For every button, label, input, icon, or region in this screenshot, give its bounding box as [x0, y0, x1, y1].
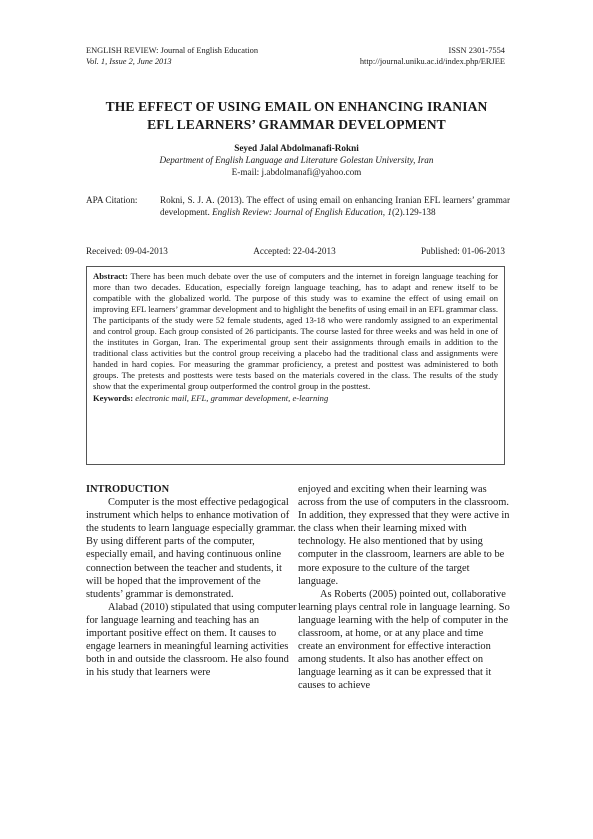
body-column-left — [86, 483, 298, 679]
author-block — [80, 142, 513, 178]
paragraph: As Roberts (2005) pointed out, collaborative learning plays central role in language learning. So language learning with the help of computer in the classroom, at home, or at any place and time create an environment for effective interaction among students. It also has another effect on language learning as it can be expressed that it causes to achieve — [298, 588, 510, 692]
journal-issn: ISSN 2301-7554 — [448, 46, 505, 55]
abstract-text: Abstract: There has been much debate over the use of computers and the internet in foreign language teaching for more than two decades. Education, especially foreign language teaching, has to adapt and renew itself to be compatible with the globalized world. The purpose of this study was to examine the effect of using email on improving EFL learners’ grammar development and to highlight the benefits of using email in an EFL grammar class. The participants of the study were 52 female students, aged 13-18 who were randomly assigned to an experimental and control group. Each group consisted of 26 participants. The course lasted for three weeks and was held in one of the institutes in Gorgan, Iran. The experimental group sent their assignments through emails in addition to the traditional class activities but the control group receiving a placebo had the traditional class and assignments were handed in hard copies. For measuring the grammar proficiency, a pretest and posttest was administered to both groups. The pretests and posttests were tests based on the materials covered in the class. The results of the study show that the experimental group outperformed the control group in the posttest. — [93, 271, 498, 392]
author-affiliation: Department of English Language and Literature Golestan University, Iran — [159, 155, 434, 165]
apa-citation — [86, 194, 510, 219]
citation-text: Rokni, S. J. A. (2013). The effect of using email on enhancing Iranian EFL learners’ grammar development. English Review: Journal of English Education, 1(2).129-138 — [160, 195, 510, 218]
running-header-left — [86, 45, 258, 67]
citation-label: APA Citation: — [86, 195, 138, 205]
journal-name: ENGLISH REVIEW: Journal of English Education — [86, 46, 259, 55]
running-header-right — [360, 45, 505, 67]
keywords: Keywords: electronic mail, EFL, grammar development, e-learning — [93, 392, 329, 403]
journal-issue: Vol. 1, Issue 2, June 2013 — [86, 57, 172, 66]
journal-url: http://journal.uniku.ac.id/index.php/ERJEE — [359, 57, 505, 66]
paper-title-line2: EFL LEARNERS’ GRAMMAR DEVELOPMENT — [147, 117, 446, 132]
author-name: Seyed Jalal Abdolmanafi-Rokni — [234, 143, 359, 153]
published-date: Published: 01-06-2013 — [421, 246, 505, 256]
paper-title-line1: THE EFFECT OF USING EMAIL ON ENHANCING IRANIAN — [105, 99, 488, 114]
paragraph: Computer is the most effective pedagogical instrument which helps to enhance motivation of the students to learn language especially grammar. By using different parts of the computer, especially email, and having continuous online connection between the teacher and students, it will be hoped that the improvement of the students’ grammar is demonstrated. — [86, 497, 296, 600]
body-column-right — [298, 483, 510, 693]
received-date: Received: 09-04-2013 — [86, 246, 168, 256]
section-heading: INTRODUCTION — [86, 484, 170, 495]
author-email: E-mail: j.abdolmanafi@yahoo.com — [231, 167, 362, 177]
paragraph: Alabad (2010) stipulated that using computer for language learning and teaching has an important positive effect on them. It causes to engage learners in meaningful learning activities both in and outside the classroom. He also found in his study that learners were — [86, 601, 297, 679]
abstract-box — [86, 266, 505, 465]
paper-title — [80, 98, 513, 134]
paragraph: enjoyed and exciting when their learning was across from the use of computers in the classroom. In addition, they expressed that they were active in the class when their learning mixed with technology. He also mentioned that by using computer in the classroom, learners are able to be more exposure to the culture of the target language. — [298, 484, 510, 587]
dates-row — [86, 246, 505, 256]
accepted-date: Accepted: 22-04-2013 — [253, 246, 336, 256]
